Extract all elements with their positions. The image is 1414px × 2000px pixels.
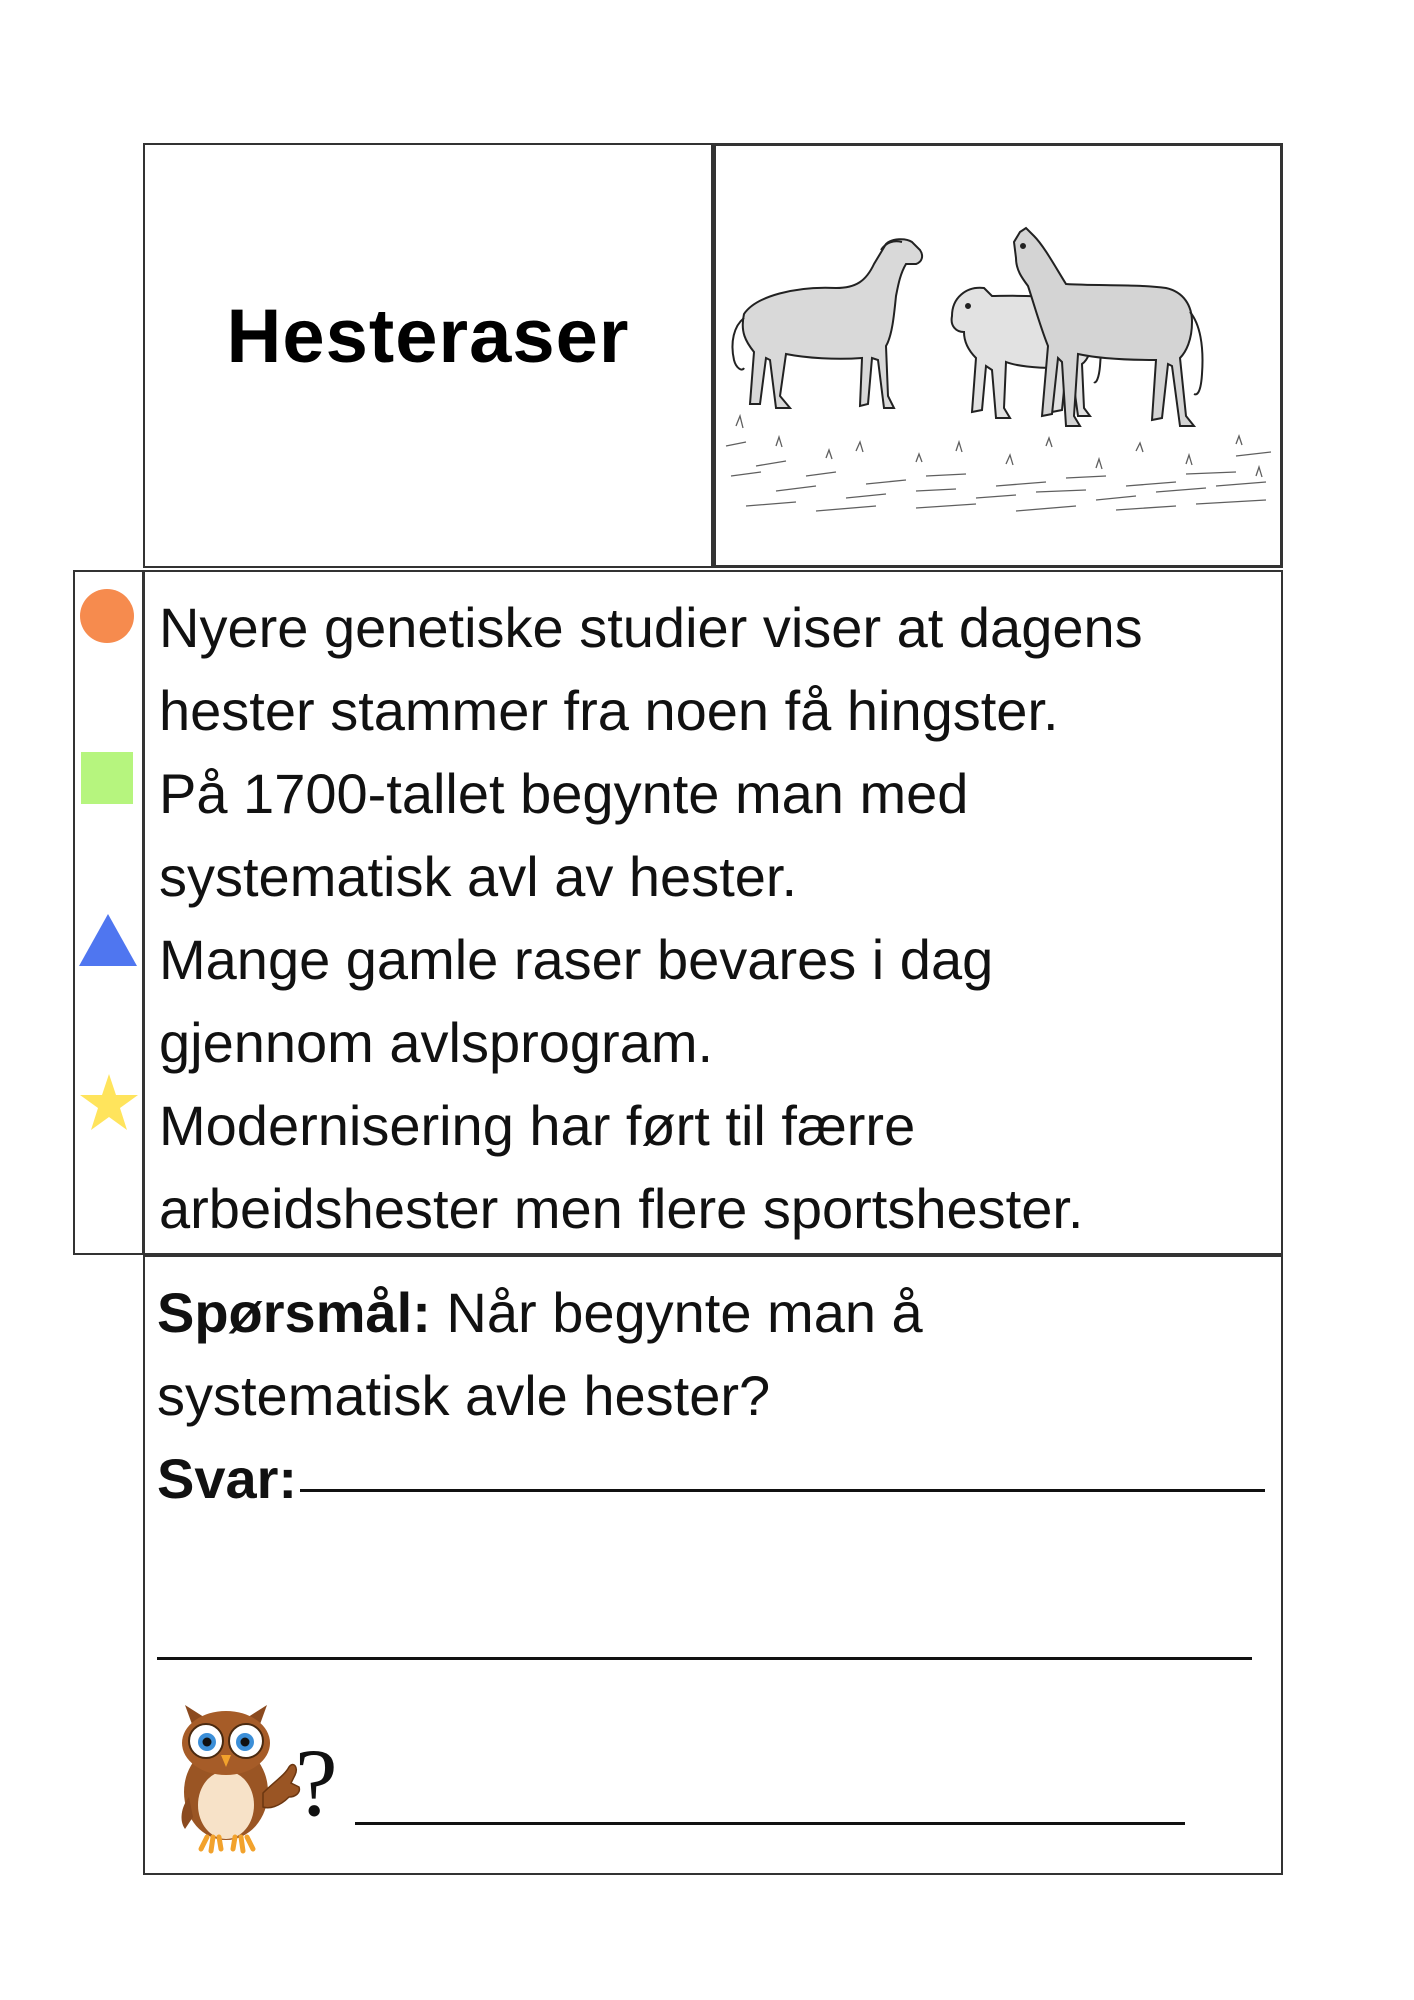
green-square-icon: [81, 752, 135, 806]
fact-line: Modernisering har ført til færre: [159, 1094, 916, 1157]
fact-line: systematisk avl av hester.: [159, 845, 798, 908]
question-line-1: Når begynte man å: [430, 1281, 923, 1344]
answer-line-2[interactable]: [157, 1657, 1252, 1660]
fact-line: Mange gamle raser bevares i dag: [159, 928, 994, 991]
question-line-2: systematisk avle hester?: [157, 1364, 771, 1427]
own-question-line[interactable]: [355, 1822, 1185, 1825]
title-box: [143, 143, 713, 568]
question-text: [157, 1271, 923, 1437]
answer-line-1[interactable]: [300, 1489, 1265, 1492]
blue-triangle-icon: [77, 912, 139, 968]
question-label: Spørsmål:: [157, 1281, 431, 1344]
fact-line: arbeidshester men flere sportshester.: [159, 1177, 1084, 1240]
owl-icon: [163, 1697, 303, 1857]
question-box: [143, 1255, 1283, 1875]
illustration-box: [713, 143, 1283, 568]
facts-box: [143, 570, 1283, 1255]
orange-circle-icon: [79, 588, 137, 646]
own-question-mark: ?: [295, 1729, 338, 1836]
fact-line: hester stammer fra noen få hingster.: [159, 679, 1059, 742]
facts-text: [159, 586, 1143, 1250]
fact-line: Nyere genetiske studier viser at dagens: [159, 596, 1143, 659]
fact-line: gjennom avlsprogram.: [159, 1011, 714, 1074]
marker-column: [73, 570, 144, 1255]
yellow-star-icon: [77, 1072, 141, 1134]
worksheet-title: Hesteraser: [226, 294, 630, 379]
fact-line: På 1700-tallet begynte man med: [159, 762, 969, 825]
answer-label: Svar:: [157, 1447, 298, 1510]
horses-illustration: [716, 146, 1280, 565]
